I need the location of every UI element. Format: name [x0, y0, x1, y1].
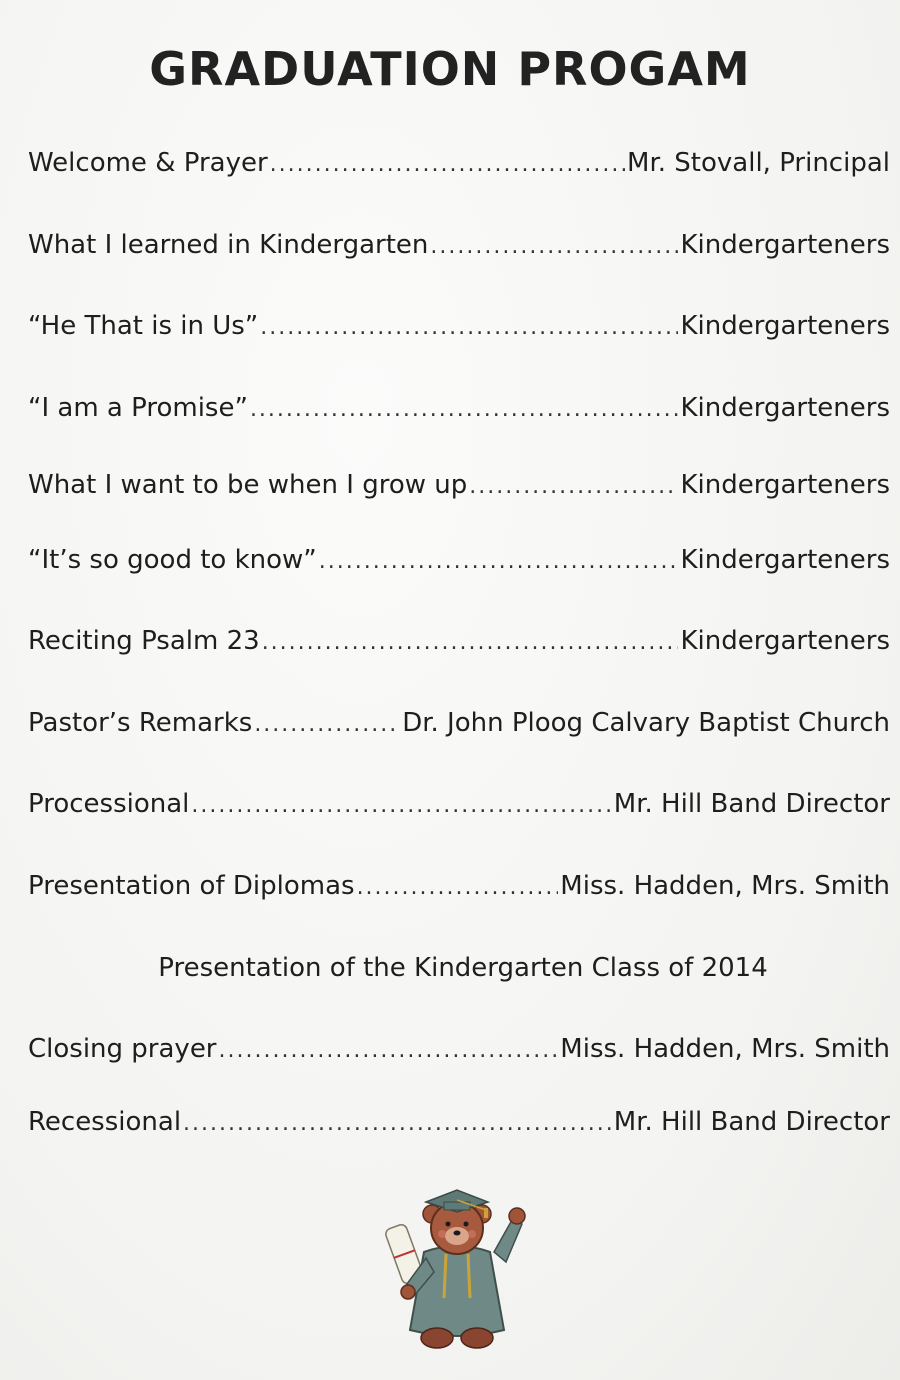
program-presenter: Kindergarteners [680, 470, 890, 500]
program-row-pastor [28, 708, 890, 748]
program-item: What I want to be when I grow up [28, 470, 468, 500]
program-presenter: Mr. Stovall, Principal [627, 148, 890, 178]
program-presenter: Dr. John Ploog Calvary Baptist Church [402, 708, 890, 738]
program-item: What I learned in Kindergarten [28, 230, 429, 260]
program-row-learned [28, 230, 890, 270]
program-row-diplomas [28, 871, 890, 911]
dot-leader [319, 549, 679, 574]
program-item: Closing prayer [28, 1034, 217, 1064]
program-row-good-to-know [28, 545, 890, 585]
program-row-processional [28, 789, 890, 829]
dot-leader [183, 1111, 612, 1136]
program-item: Pastor’s Remarks [28, 708, 253, 738]
program-row-psalm [28, 626, 890, 666]
page-title: GRADUATION PROGAM [149, 42, 751, 96]
program-presenter: Mr. Hill Band Director [613, 1107, 890, 1137]
program-item: Reciting Psalm 23 [28, 626, 260, 656]
dot-leader [254, 712, 400, 737]
program-presenter: Kindergarteners [680, 311, 890, 341]
program-row-grow-up [28, 470, 890, 510]
program-row-promise [28, 393, 890, 433]
dot-leader [430, 234, 678, 259]
program-item: Presentation of Diplomas [28, 871, 355, 901]
dot-leader [191, 793, 611, 818]
program-row-closing-prayer [28, 1034, 890, 1074]
graduate-bear-icon [382, 1180, 532, 1370]
program-presenter: Miss. Hadden, Mrs. Smith [560, 1034, 890, 1064]
dot-leader [219, 1038, 559, 1063]
dot-leader [469, 474, 678, 499]
dot-leader [357, 875, 559, 900]
program-presenter: Kindergarteners [680, 393, 890, 423]
program-presenter: Kindergarteners [680, 230, 890, 260]
class-presentation-line: Presentation of the Kindergarten Class of 2014 [158, 953, 768, 983]
dot-leader [270, 152, 625, 177]
program-row-recessional [28, 1107, 890, 1147]
program-item: Recessional [28, 1107, 182, 1137]
dot-leader [260, 315, 678, 340]
program-presenter: Miss. Hadden, Mrs. Smith [560, 871, 890, 901]
program-item: “I am a Promise” [28, 393, 248, 423]
program-item: Processional [28, 789, 190, 819]
program-item: “He That is in Us” [28, 311, 259, 341]
program-row-he-that-is-in-us [28, 311, 890, 351]
program-presenter: Kindergarteners [680, 545, 890, 575]
program-presenter: Mr. Hill Band Director [613, 789, 890, 819]
program-item: “It’s so good to know” [28, 545, 317, 575]
dot-leader [250, 397, 679, 422]
program-item: Welcome & Prayer [28, 148, 268, 178]
dot-leader [262, 630, 679, 655]
program-presenter: Kindergarteners [680, 626, 890, 656]
program-row-welcome [28, 148, 890, 188]
